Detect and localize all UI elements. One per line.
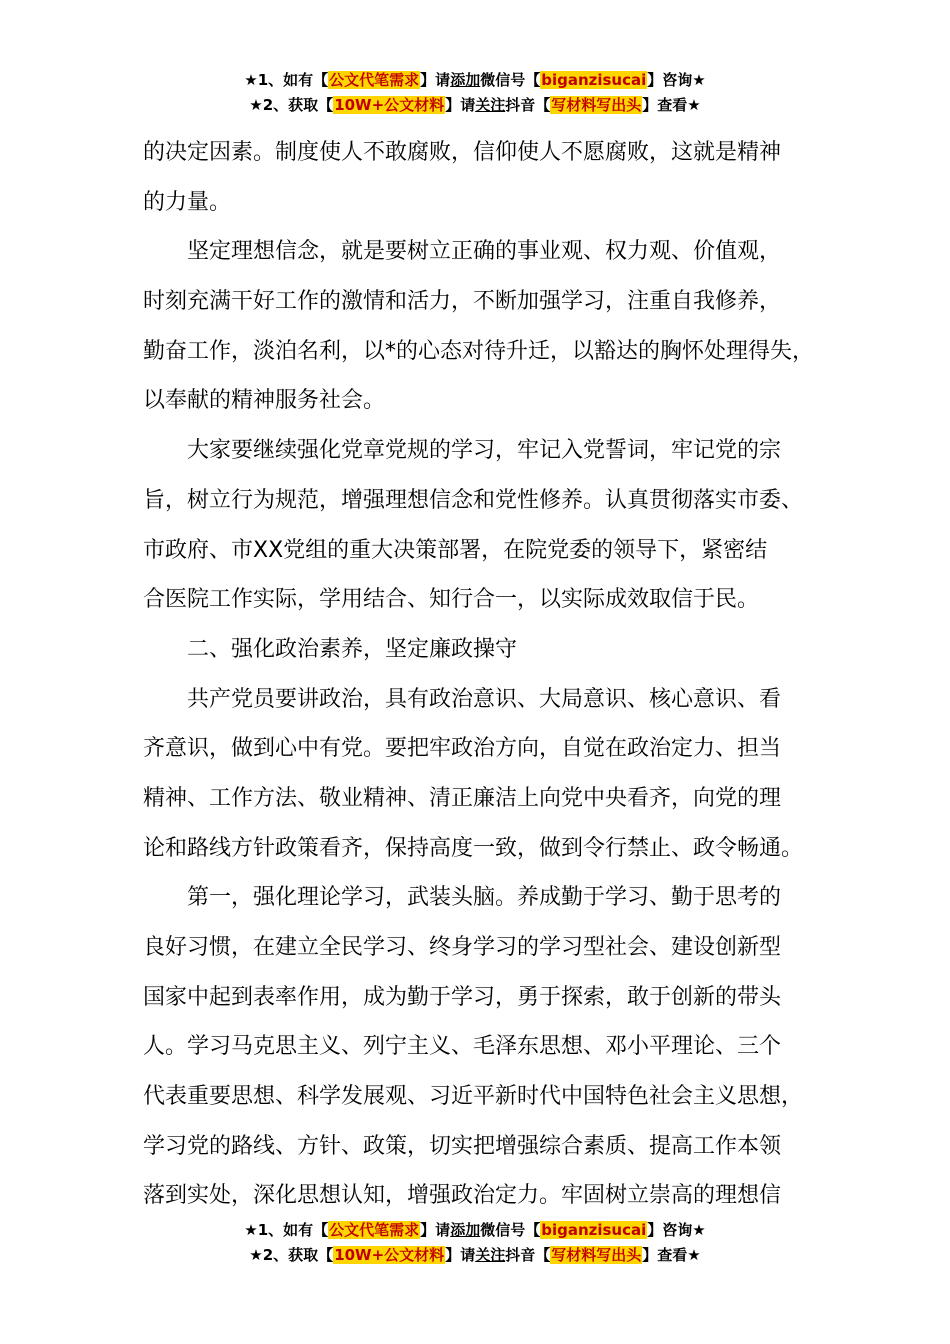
banner-underline: 关注 bbox=[475, 96, 506, 114]
banner-text: 】请 bbox=[420, 1221, 451, 1239]
body-line: 学习党的路线、方针、政策，切实把增强综合素质、提高工作本领 bbox=[143, 1133, 782, 1159]
body-line: 第一，强化理论学习，武装头脑。养成勤于学习、勤于思考的 bbox=[143, 885, 782, 911]
body-line: 良好习惯，在建立全民学习、终身学习的学习型社会、建设创新型 bbox=[143, 935, 782, 960]
banner-text: ★1、如有【 bbox=[244, 71, 329, 89]
banner-text: 】请 bbox=[445, 1246, 476, 1264]
body-line: 精神、工作方法、敬业精神、清正廉洁上向党中央看齐，向党的理 bbox=[143, 785, 782, 811]
banner-text: 抖音【 bbox=[505, 1246, 551, 1264]
body-line: 时刻充满干好工作的激情和活力，不断加强学习，注重自我修养， bbox=[143, 289, 782, 315]
banner-highlight: 写材料写出头 bbox=[551, 96, 642, 114]
banner-text: ★2、获取【 bbox=[249, 1246, 334, 1264]
body-line: 坚定理想信念，就是要树立正确的事业观、权力观、价值观， bbox=[143, 239, 782, 265]
banner-text: 微信号【 bbox=[480, 71, 541, 89]
banner-underline: 添加 bbox=[450, 1221, 481, 1239]
banner-line-1 bbox=[0, 1218, 950, 1243]
body-line: 落到实处，深化思想认知，增强政治定力。牢固树立崇高的理想信 bbox=[143, 1183, 782, 1209]
header-banner bbox=[0, 68, 950, 118]
body-line: 的力量。 bbox=[143, 189, 232, 215]
banner-underline: 添加 bbox=[450, 71, 481, 89]
banner-highlight: 公文代笔需求 bbox=[329, 71, 420, 89]
body-line: 代表重要思想、科学发展观、习近平新时代中国特色社会主义思想， bbox=[143, 1084, 804, 1110]
body-line: 旨，树立行为规范，增强理想信念和党性修养。认真贯彻落实市委、 bbox=[143, 487, 804, 513]
banner-line-1 bbox=[0, 68, 950, 93]
footer-banner bbox=[0, 1218, 950, 1268]
body-line: 大家要继续强化党章党规的学习，牢记入党誓词，牢记党的宗 bbox=[143, 438, 782, 464]
banner-text: ★1、如有【 bbox=[244, 1221, 329, 1239]
banner-text: 微信号【 bbox=[480, 1221, 541, 1239]
body-line: 人。学习马克思主义、列宁主义、毛泽东思想、邓小平理论、三个 bbox=[143, 1034, 782, 1060]
banner-highlight: 写材料写出头 bbox=[551, 1246, 642, 1264]
body-line: 共产党员要讲政治，具有政治意识、大局意识、核心意识、看 bbox=[143, 686, 782, 712]
banner-text: 】请 bbox=[445, 96, 476, 114]
body-line: 论和路线方针政策看齐，保持高度一致，做到令行禁止、政令畅通。 bbox=[143, 835, 804, 861]
body-line: 国家中起到表率作用，成为勤于学习，勇于探索，敢于创新的带头 bbox=[143, 984, 782, 1010]
document-body bbox=[143, 128, 833, 1221]
body-line: 市政府、市XX党组的重大决策部署，在院党委的领导下，紧密结 bbox=[143, 537, 768, 563]
banner-text: 】查看★ bbox=[642, 1246, 701, 1264]
body-line: 合医院工作实际，学用结合、知行合一，以实际成效取信于民。 bbox=[143, 587, 760, 613]
body-line: 齐意识，做到心中有党。要把牢政治方向，自觉在政治定力、担当 bbox=[143, 736, 782, 762]
banner-text: 】查看★ bbox=[642, 96, 701, 114]
banner-text: 抖音【 bbox=[505, 96, 551, 114]
banner-highlight: 公文代笔需求 bbox=[329, 1221, 420, 1239]
banner-highlight: 10W+公文材料 bbox=[334, 96, 445, 114]
banner-line-2 bbox=[0, 1243, 950, 1268]
body-line: 以奉献的精神服务社会。 bbox=[143, 388, 386, 414]
banner-highlight: 10W+公文材料 bbox=[334, 1246, 445, 1264]
section-heading: 二、强化政治素养，坚定廉政操守 bbox=[143, 636, 518, 662]
banner-highlight: biganzisucai bbox=[541, 71, 647, 89]
banner-text: ★2、获取【 bbox=[249, 96, 334, 114]
banner-underline: 关注 bbox=[475, 1246, 506, 1264]
body-line: 勤奋工作，淡泊名利，以*的心态对待升迁，以豁达的胸怀处理得失， bbox=[143, 338, 815, 364]
banner-text: 】咨询★ bbox=[647, 71, 706, 89]
banner-highlight: biganzisucai bbox=[541, 1221, 647, 1239]
banner-text: 】咨询★ bbox=[647, 1221, 706, 1239]
banner-text: 】请 bbox=[420, 71, 451, 89]
body-line: 的决定因素。制度使人不敢腐败，信仰使人不愿腐败，这就是精神 bbox=[143, 140, 782, 165]
banner-line-2 bbox=[0, 93, 950, 118]
